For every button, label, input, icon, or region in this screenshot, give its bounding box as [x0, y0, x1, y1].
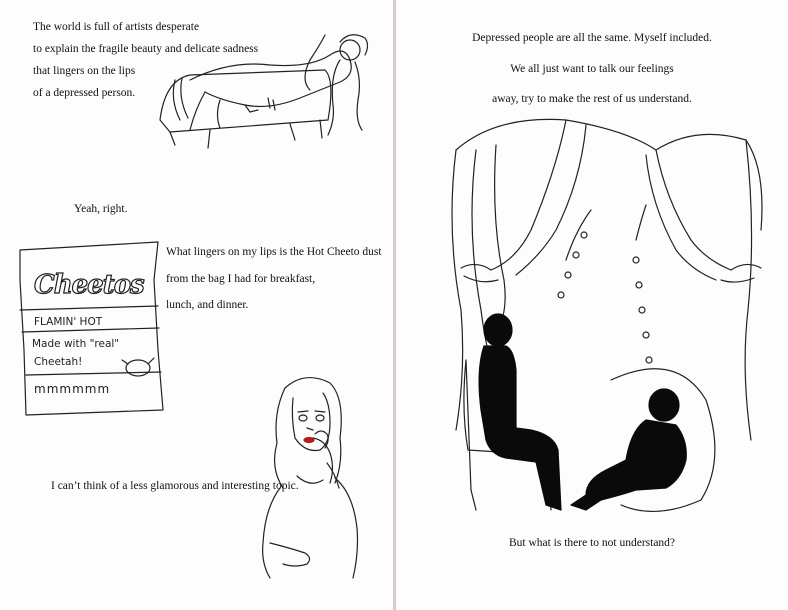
right-line-3: away, try to make the rest of us understand.: [492, 93, 692, 105]
bag-brand-logo: Cheetos: [34, 270, 144, 300]
cheeto-line-1: What lingers on my lips is the Hot Cheeto dust: [166, 246, 382, 258]
woman-portrait-illustration: [235, 368, 385, 588]
aside-text: Yeah, right.: [74, 203, 128, 215]
cheeto-line-3: lunch, and dinner.: [166, 299, 249, 311]
right-page: [396, 0, 788, 610]
right-line-2: We all just want to talk our feelings: [510, 63, 674, 75]
intro-line-2: to explain the fragile beauty and delicate sadness: [33, 43, 259, 55]
bag-squiggle: mmmmmm: [34, 382, 111, 396]
intro-line-3: that lingers on the lips: [33, 65, 136, 77]
intro-line-1: The world is full of artists desperate: [33, 21, 200, 33]
therapy-scene-illustration: [436, 110, 776, 530]
bottom-question: But what is there to not understand?: [508, 537, 676, 549]
bag-flavor: FLAMIN' HOT: [34, 316, 103, 328]
bag-tagline-2: Cheetah!: [34, 356, 83, 368]
right-line-1: Depressed people are all the same. Myself included.: [472, 32, 712, 44]
closing-text: I can’t think of a less glamorous and interesting topic.: [51, 480, 299, 492]
intro-line-4: of a depressed person.: [33, 87, 136, 99]
cheeto-line-2: from the bag I had for breakfast,: [166, 273, 316, 285]
reclining-woman-illustration: [150, 20, 390, 155]
bag-tagline-1: Made with "real": [32, 338, 120, 350]
